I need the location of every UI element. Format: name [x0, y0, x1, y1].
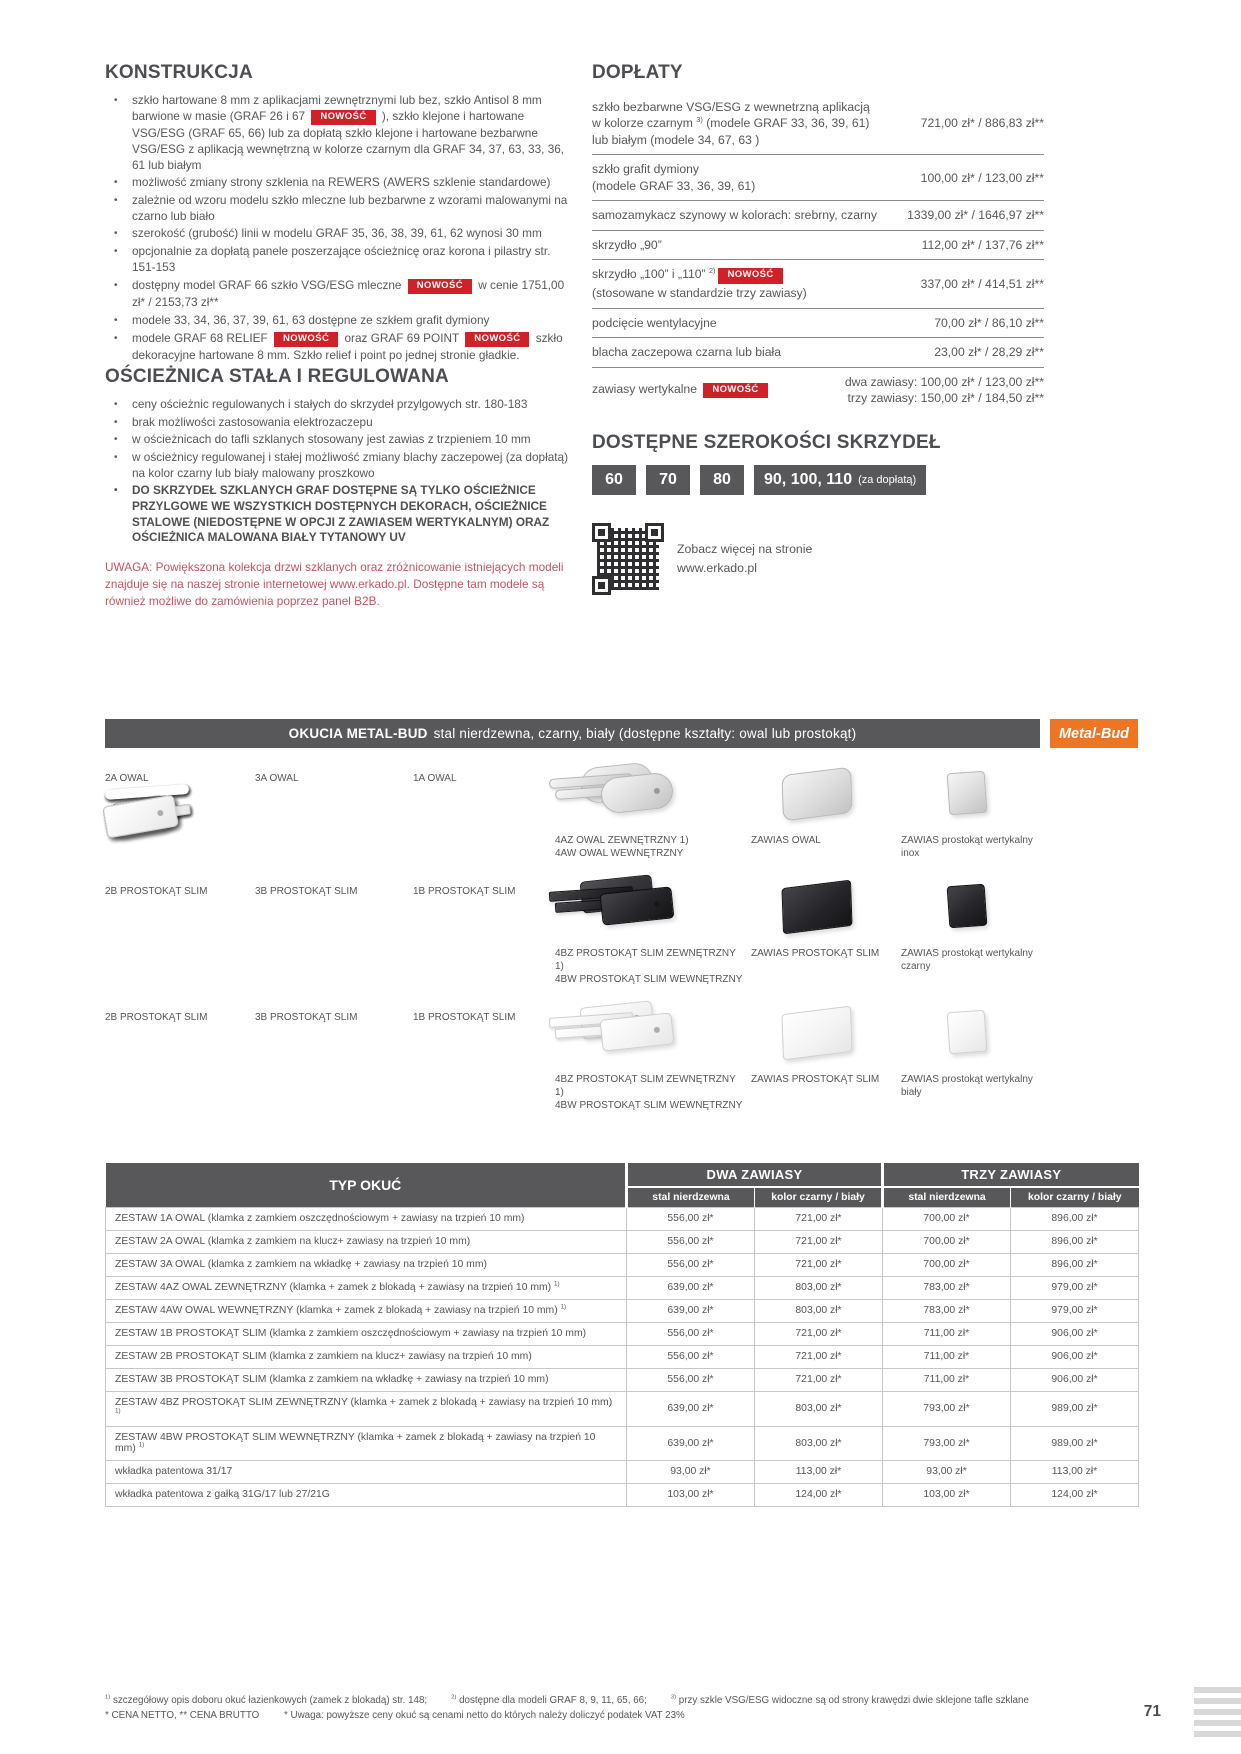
table-header-trzy-zawiasy: TRZY ZAWIASY: [883, 1163, 1139, 1187]
handle-cell: [901, 1003, 1055, 1112]
handle-cell: [105, 877, 255, 986]
handle-label-line: 4BZ PROSTOKĄT SLIM ZEWNĘTRZNY 1): [555, 1074, 736, 1098]
table-cell-price: 639,00 zł*: [627, 1426, 755, 1461]
handle-label-line: 2A OWAL: [105, 773, 149, 784]
bullet-item: • opcjonalnie za dopłatą panele poszerzające ościeżnicę oraz korona i pilastry str. 151-153: [105, 244, 571, 275]
handle-label-line: ZAWIAS prostokąt wertykalny: [901, 1074, 1033, 1085]
bullet-item: • możliwość zmiany strony szklenia na REWERS (AWERS szklenie standardowe): [105, 175, 571, 191]
table-cell-price: 639,00 zł*: [627, 1276, 755, 1299]
table-row: [106, 1322, 1139, 1345]
table-cell-name: ZESTAW 4AW OWAL WEWNĘTRZNY (klamka + zamek z blokadą + zawiasy na trzpień 10 mm) $^{1)}$: [106, 1299, 627, 1322]
bullet-item: • brak możliwości zastosowania elektrozaczepu: [105, 415, 571, 431]
surcharge-price-line: trzy zawiasy: 150,00 zł* / 184,50 zł**: [847, 390, 1044, 405]
table-cell-name: ZESTAW 3A OWAL (klamka z zamkiem na wkładkę + zawiasy na trzpień 10 mm): [106, 1253, 627, 1276]
handles-row: [105, 764, 1138, 860]
width-box-value: 60: [605, 471, 623, 489]
handle-label: [413, 772, 549, 785]
handle-label: [413, 1011, 549, 1024]
surcharge-price-line: dwa zawiasy: 100,00 zł* / 123,00 zł**: [844, 374, 1044, 389]
table-cell-price: 124,00 zł*: [1011, 1484, 1139, 1507]
table-header-typ-okuc: TYP OKUĆ: [106, 1163, 627, 1208]
handle-label-line: ZAWIAS OWAL: [751, 835, 821, 846]
qr-code: [592, 523, 664, 595]
handle-cell: [255, 764, 413, 860]
bullet-item: • dostępny model GRAF 66 szkło VSG/ESG mleczne NOWOŚĆ w cenie 1751,00 zł* / 2153,73 zł**: [105, 278, 571, 311]
table-cell-price: 556,00 zł*: [627, 1253, 755, 1276]
table-subheader: kolor czarny / biały: [1011, 1187, 1139, 1208]
handle-label-line: 3B PROSTOKĄT SLIM: [255, 886, 358, 897]
handle-label: [555, 947, 745, 986]
table-cell-price: 906,00 zł*: [1011, 1345, 1139, 1368]
doplaty-title: DOPŁATY: [592, 62, 683, 83]
konstrukcja-title: KONSTRUKCJA: [105, 62, 253, 83]
handle-label: [901, 834, 1049, 860]
handle-label: [901, 1073, 1049, 1099]
table-row: [106, 1208, 1139, 1231]
handles-grid: [105, 764, 1138, 1129]
table-cell-price: 639,00 zł*: [627, 1299, 755, 1322]
table-cell-name: ZESTAW 4BZ PROSTOKĄT SLIM ZEWNĘTRZNY (klamka + zamek z blokadą + zawiasy na trzpień 10 mm) $^{1)}$: [106, 1391, 627, 1426]
handle-block-image: [901, 1003, 1033, 1065]
handle-cell: [555, 1003, 751, 1112]
table-cell-price: 711,00 zł*: [883, 1322, 1011, 1345]
table-cell-price: 639,00 zł*: [627, 1391, 755, 1426]
nowosc-badge: NOWOŚĆ: [718, 268, 782, 284]
uwaga-note: UWAGA: Powiększona kolekcja drzwi szklanych oraz zróżnicowanie istniejących modeli znajduje się na naszej stronie internetowej www.erkado.pl. Dostępne tam modele są również możliwe do zamówienia poprzez panel B2B.: [105, 560, 564, 608]
handles-row: [105, 1003, 1138, 1112]
table-cell-name: ZESTAW 2A OWAL (klamka z zamkiem na klucz+ zawiasy na trzpień 10 mm): [106, 1230, 627, 1253]
handle-label: [901, 947, 1049, 973]
handle-cell: [413, 877, 555, 986]
qr-finder-icon: [592, 576, 611, 595]
handle-cell: [255, 877, 413, 986]
oscieznica-list: [105, 397, 571, 546]
table-cell-price: 113,00 zł*: [1011, 1461, 1139, 1484]
oscieznica-title: OŚCIEŻNICA STAŁA I REGULOWANA: [105, 365, 449, 387]
handle-label: [751, 834, 895, 847]
handle-cell: [901, 764, 1055, 860]
width-box-value: 90, 100, 110: [764, 471, 853, 489]
handle-label: [751, 947, 895, 960]
table-cell-name: ZESTAW 1A OWAL (klamka z zamkiem oszczędnościowym + zawiasy na trzpień 10 mm): [106, 1208, 627, 1231]
footnotes: [105, 1694, 1105, 1709]
qr-caption-line1: Zobacz więcej na stronie: [677, 542, 813, 557]
handle-label: [255, 885, 407, 898]
handle-cell: [901, 877, 1055, 986]
handle-label-line: ZAWIAS PROSTOKĄT SLIM: [751, 1074, 880, 1085]
handle-hinge-image: [751, 877, 883, 939]
surcharge-row: [592, 231, 1044, 260]
handle-label-line: 3A OWAL: [255, 773, 299, 784]
footer: [105, 1694, 1105, 1723]
handle-lever2-image: [555, 764, 687, 826]
width-box: [646, 465, 690, 495]
table-cell-price: 979,00 zł*: [1011, 1299, 1139, 1322]
widths-title: DOSTĘPNE SZEROKOŚCI SKRZYDEŁ: [592, 432, 941, 454]
handle-label-line: 1B PROSTOKĄT SLIM: [413, 886, 516, 897]
table-cell-price: 896,00 zł*: [1011, 1230, 1139, 1253]
handle-label: [105, 885, 249, 898]
okucia-band-title-rest: stal nierdzewna, czarny, biały (dostępne kształty: owal lub prostokąt): [433, 726, 857, 741]
surcharge-label: blacha zaczepowa czarna lub biała: [592, 345, 782, 360]
table-cell-price: 803,00 zł*: [755, 1299, 883, 1322]
handle-label: [555, 1073, 745, 1112]
table-subheader: stal nierdzewna: [627, 1187, 755, 1208]
handle-label-line: ZAWIAS prostokąt wertykalny: [901, 835, 1033, 846]
handle-cell: [751, 764, 901, 860]
handle-label: [105, 772, 249, 785]
surcharge-price: 112,00 zł* / 137,76 zł**: [921, 237, 1044, 252]
table-cell-price: 783,00 zł*: [883, 1299, 1011, 1322]
nowosc-badge: NOWOŚĆ: [274, 332, 338, 348]
table-row: [106, 1484, 1139, 1507]
table-row: [106, 1253, 1139, 1276]
handle-label: [105, 1011, 249, 1024]
table-row: [106, 1276, 1139, 1299]
decorative-stripes: [1194, 1687, 1241, 1742]
bullet-item: • szerokość (grubość) linii w modelu GRAF 35, 36, 38, 39, 61, 62 wynosi 30 mm: [105, 226, 571, 242]
handle-cell: [105, 1003, 255, 1112]
surcharge-row: [592, 201, 1044, 230]
surcharge-price: 337,00 zł* / 414,51 zł**: [920, 276, 1044, 291]
okucia-band-title: [105, 719, 1040, 748]
qr-caption-line2: www.erkado.pl: [677, 561, 757, 576]
surcharge-label: podcięcie wentylacyjne: [592, 315, 717, 330]
surcharge-label: skrzydło „100” i „110” $^{2)}$ NOWOŚĆ (stosowane w standardzie trzy zawiasy): [592, 266, 807, 301]
table-cell-name: wkładka patentowa z gałką 31G/17 lub 27/21G: [106, 1484, 627, 1507]
handle-cell: [255, 1003, 413, 1112]
handle-label-line: czarny: [901, 961, 931, 972]
left-column: [105, 62, 571, 621]
surcharge-label: skrzydło „90”: [592, 237, 662, 252]
handle-label-line: 1B PROSTOKĄT SLIM: [413, 1012, 516, 1023]
table-cell-price: 721,00 zł*: [755, 1368, 883, 1391]
footnote: $^{2)}$ dostępne dla modeli GRAF 8, 9, 11, 65, 66;: [451, 1694, 647, 1706]
handle-label-line: 4AW OWAL WEWNĘTRZNY: [555, 848, 684, 859]
surcharge-row: [592, 309, 1044, 338]
footnote: $^{1)}$ szczegółowy opis doboru okuć łazienkowych (zamek z blokadą) str. 148;: [105, 1694, 428, 1706]
footnote: $^{3)}$ przy szkle VSG/ESG widoczne są od strony krawędzi dwie sklejone tafle szklane: [670, 1694, 1029, 1706]
table-cell-price: 556,00 zł*: [627, 1368, 755, 1391]
handle-label-line: ZAWIAS prostokąt wertykalny: [901, 948, 1033, 959]
table-row: [106, 1230, 1139, 1253]
bullet-item: • modele 33, 34, 36, 37, 39, 61, 63 dostępne ze szkłem grafit dymiony: [105, 313, 571, 329]
price-note-netto-brutto: * CENA NETTO, ** CENA BRUTTO: [105, 1709, 260, 1721]
handle-block-image: [901, 764, 1033, 826]
width-box-value: 70: [659, 471, 677, 489]
handle-label-line: 2B PROSTOKĄT SLIM: [105, 1012, 208, 1023]
table-cell-price: 989,00 zł*: [1011, 1391, 1139, 1426]
bullet-item: • w ościeżnicy regulowanej i stałej możliwość zmiany blachy zaczepowej (za dopłatą) na kolor czarny lub biały malowany proszkowo: [105, 450, 571, 481]
table-row: [106, 1426, 1139, 1461]
table-cell-price: 979,00 zł*: [1011, 1276, 1139, 1299]
konstrukcja-list: [105, 93, 571, 364]
table-cell-name: ZESTAW 4BW PROSTOKĄT SLIM WEWNĘTRZNY (klamka + zamek z blokadą + zawiasy na trzpień 10 mm) $^{1)}$: [106, 1426, 627, 1461]
surcharge-row: [592, 368, 1044, 413]
table-cell-price: 93,00 zł*: [627, 1461, 755, 1484]
table-cell-price: 556,00 zł*: [627, 1345, 755, 1368]
table-cell-price: 556,00 zł*: [627, 1230, 755, 1253]
table-cell-price: 906,00 zł*: [1011, 1368, 1139, 1391]
surcharge-price: 721,00 zł* / 886,83 zł**: [920, 116, 1044, 131]
table-row: [106, 1299, 1139, 1322]
table-cell-price: 103,00 zł*: [627, 1484, 755, 1507]
handle-label: [555, 834, 745, 860]
qr-caption: [677, 540, 812, 578]
table-cell-price: 803,00 zł*: [755, 1426, 883, 1461]
table-cell-price: 721,00 zł*: [755, 1230, 883, 1253]
surcharge-row: [592, 155, 1044, 201]
table-cell-name: ZESTAW 1B PROSTOKĄT SLIM (klamka z zamkiem oszczędnościowym + zawiasy na trzpień 10 mm): [106, 1322, 627, 1345]
surcharge-label: zawiasy wertykalne NOWOŚĆ: [592, 381, 837, 400]
table-subheader: kolor czarny / biały: [755, 1187, 883, 1208]
table-cell-price: 700,00 zł*: [883, 1208, 1011, 1231]
handle-label-line: 4BW PROSTOKĄT SLIM WEWNĘTRZNY: [555, 974, 743, 985]
table-cell-price: 803,00 zł*: [755, 1391, 883, 1426]
table-header-dwa-zawiasy: DWA ZAWIASY: [627, 1163, 883, 1187]
table-cell-price: 896,00 zł*: [1011, 1253, 1139, 1276]
handle-label-line: 2B PROSTOKĄT SLIM: [105, 886, 208, 897]
handle-label: [255, 1011, 407, 1024]
table-cell-price: 721,00 zł*: [755, 1208, 883, 1231]
table-cell-name: ZESTAW 2B PROSTOKĄT SLIM (klamka z zamkiem na klucz+ zawiasy na trzpień 10 mm): [106, 1345, 627, 1368]
table-cell-price: 989,00 zł*: [1011, 1426, 1139, 1461]
bullet-item: • modele GRAF 68 RELIEF NOWOŚĆ oraz GRAF 69 POINT NOWOŚĆ szkło dekoracyjne hartowane 8 mm. Szkło relief i point po jednej stronie gładkie.: [105, 331, 571, 364]
bullet-item: • zależnie od wzoru modelu szkło mleczne lub bezbarwne z wzorami malowanymi na czarno lub biało: [105, 193, 571, 224]
nowosc-badge: NOWOŚĆ: [311, 110, 375, 126]
width-box: [754, 465, 926, 495]
nowosc-badge: NOWOŚĆ: [408, 279, 472, 295]
handle-label: [255, 772, 407, 785]
handle-hinge-image: [751, 1003, 883, 1065]
handle-cell: [555, 764, 751, 860]
table-row: [106, 1461, 1139, 1484]
table-row: [106, 1391, 1139, 1426]
table-cell-price: 124,00 zł*: [755, 1484, 883, 1507]
handle-label: [413, 885, 549, 898]
handle-label-line: 4AZ OWAL ZEWNĘTRZNY 1): [555, 835, 689, 846]
table-body: [106, 1208, 1139, 1507]
bullet-item: • w ościeżnicach do tafli szklanych stosowany jest zawias z trzpieniem 10 mm: [105, 432, 571, 448]
handle-cell: [555, 877, 751, 986]
table-cell-price: 721,00 zł*: [755, 1345, 883, 1368]
handle-hinge-image: [751, 764, 883, 826]
table-subheader: stal nierdzewna: [883, 1187, 1011, 1208]
table-cell-price: 700,00 zł*: [883, 1253, 1011, 1276]
widths-section: [592, 432, 1044, 495]
table-cell-name: ZESTAW 3B PROSTOKĄT SLIM (klamka z zamkiem na wkładkę + zawiasy na trzpień 10 mm): [106, 1368, 627, 1391]
surcharge-row: [592, 338, 1044, 367]
handle-label-line: biały: [901, 1087, 922, 1098]
table-header: [106, 1163, 1139, 1208]
handle-label-line: 3B PROSTOKĄT SLIM: [255, 1012, 358, 1023]
handle-label-line: 1A OWAL: [413, 773, 457, 784]
handle-label-line: ZAWIAS PROSTOKĄT SLIM: [751, 948, 880, 959]
surcharge-label: szkło bezbarwne VSG/ESG z wewnetrzną aplikacją w kolorze czarnym $^{3)}$ (modele GRAF 33, 36, 39, 61) lub białym (modele 34, 67, 63 ): [592, 100, 870, 147]
table-cell-price: 711,00 zł*: [883, 1345, 1011, 1368]
table-cell-price: 721,00 zł*: [755, 1253, 883, 1276]
handle-cell: [751, 1003, 901, 1112]
width-box: [700, 465, 744, 495]
surcharge-price: 70,00 zł* / 86,10 zł**: [934, 315, 1044, 330]
table-cell-price: 896,00 zł*: [1011, 1208, 1139, 1231]
table-cell-name: wkładka patentowa 31/17: [106, 1461, 627, 1484]
surcharge-row: [592, 93, 1044, 155]
handle-cell: [413, 764, 555, 860]
handle-cell: [751, 877, 901, 986]
handles-row: [105, 877, 1138, 986]
handle-label-line: inox: [901, 848, 920, 859]
bullet-item: • ceny ościeżnic regulowanych i stałych do skrzydeł przylgowych str. 180-183: [105, 397, 571, 413]
handle-label-line: 4BW PROSTOKĄT SLIM WEWNĘTRZNY: [555, 1100, 743, 1111]
okucia-band-title-bold: OKUCIA METAL-BUD: [288, 726, 428, 741]
handle-lever2-image: [555, 877, 687, 939]
handle-lever2-image: [555, 1003, 687, 1065]
table-cell-name: ZESTAW 4AZ OWAL ZEWNĘTRZNY (klamka + zamek z blokadą + zawiasy na trzpień 10 mm) $^{1)}$: [106, 1276, 627, 1299]
table-cell-price: 906,00 zł*: [1011, 1322, 1139, 1345]
table-cell-price: 556,00 zł*: [627, 1322, 755, 1345]
okucia-price-table: [105, 1163, 1139, 1507]
table-cell-price: 556,00 zł*: [627, 1208, 755, 1231]
qr-block: [592, 523, 1044, 595]
bullet-item: • szkło hartowane 8 mm z aplikacjami zewnętrznymi lub bez, szkło Antisol 8 mm barwione w masie (GRAF 26 i 67 NOWOŚĆ ), szkło klejone i hartowane VSG/ESG (GRAF 65, 66) lub za dopłatą szkło klejone i hartowane bezbarwne VSG/ESG z aplikacją wewnętrzną w kolorze czarnym dla GRAF 34, 37, 63, 33, 36, 61 lub białym: [105, 93, 571, 173]
table-row: [106, 1368, 1139, 1391]
qr-finder-icon: [645, 523, 664, 542]
handle-label-line: 4BZ PROSTOKĄT SLIM ZEWNĘTRZNY 1): [555, 948, 736, 972]
surcharge-row: [592, 260, 1044, 308]
surcharge-price: 1339,00 zł* / 1646,97 zł**: [907, 208, 1044, 223]
okucia-band: [105, 719, 1138, 748]
price-notes: [105, 1709, 1105, 1724]
handle-block-image: [901, 877, 1033, 939]
nowosc-badge: NOWOŚĆ: [465, 332, 529, 348]
table-cell-price: 711,00 zł*: [883, 1368, 1011, 1391]
surcharge-price: [845, 374, 1044, 407]
table-cell-price: 803,00 zł*: [755, 1276, 883, 1299]
surcharge-label: samozamykacz szynowy w kolorach: srebrny, czarny: [592, 208, 877, 223]
qr-finder-icon: [592, 523, 611, 542]
page-number: 71: [1143, 1703, 1161, 1720]
table-row: [106, 1345, 1139, 1368]
surcharge-price: 23,00 zł* / 28,29 zł**: [934, 345, 1044, 360]
width-box-note: (za dopłatą): [858, 474, 917, 487]
handle-cell: [413, 1003, 555, 1112]
bullet-item: • DO SKRZYDEŁ SZKLANYCH GRAF DOSTĘPNE SĄ TYLKO OŚCIEŻNICE PRZYLGOWE WE WSZYSTKICH DOSTĘPNYCH DEKORACH, OŚCIEŻNICE STALOWE (NIEDOSTĘPNE W OPCJI Z ZAWIASEM WERTYKALNYM) ORAZ OŚCIEŻNICA MALOWANA BIAŁY TYTANOWY UV: [105, 483, 571, 546]
surcharge-label: szkło grafit dymiony (modele GRAF 33, 36, 39, 61): [592, 162, 756, 193]
table-cell-price: 783,00 zł*: [883, 1276, 1011, 1299]
handle-label: [751, 1073, 895, 1086]
table-cell-price: 793,00 zł*: [883, 1391, 1011, 1426]
doplaty-table: [592, 93, 1044, 412]
table-cell-price: 103,00 zł*: [883, 1484, 1011, 1507]
surcharge-price: 100,00 zł* / 123,00 zł**: [920, 170, 1044, 185]
table-cell-price: 793,00 zł*: [883, 1426, 1011, 1461]
table-cell-price: 113,00 zł*: [755, 1461, 883, 1484]
width-box-value: 80: [713, 471, 731, 489]
price-note-vat: * Uwaga: powyższe ceny okuć są cenami netto do których należy doliczyć podatek VAT 23%: [283, 1709, 685, 1721]
right-column: [592, 62, 1044, 595]
table-cell-price: 721,00 zł*: [755, 1322, 883, 1345]
width-boxes: [592, 465, 1044, 495]
metalbud-logo: Metal-Bud: [1050, 719, 1138, 748]
table-cell-price: 93,00 zł*: [883, 1461, 1011, 1484]
nowosc-badge: NOWOŚĆ: [703, 383, 767, 399]
width-box: [592, 465, 636, 495]
table-cell-price: 700,00 zł*: [883, 1230, 1011, 1253]
